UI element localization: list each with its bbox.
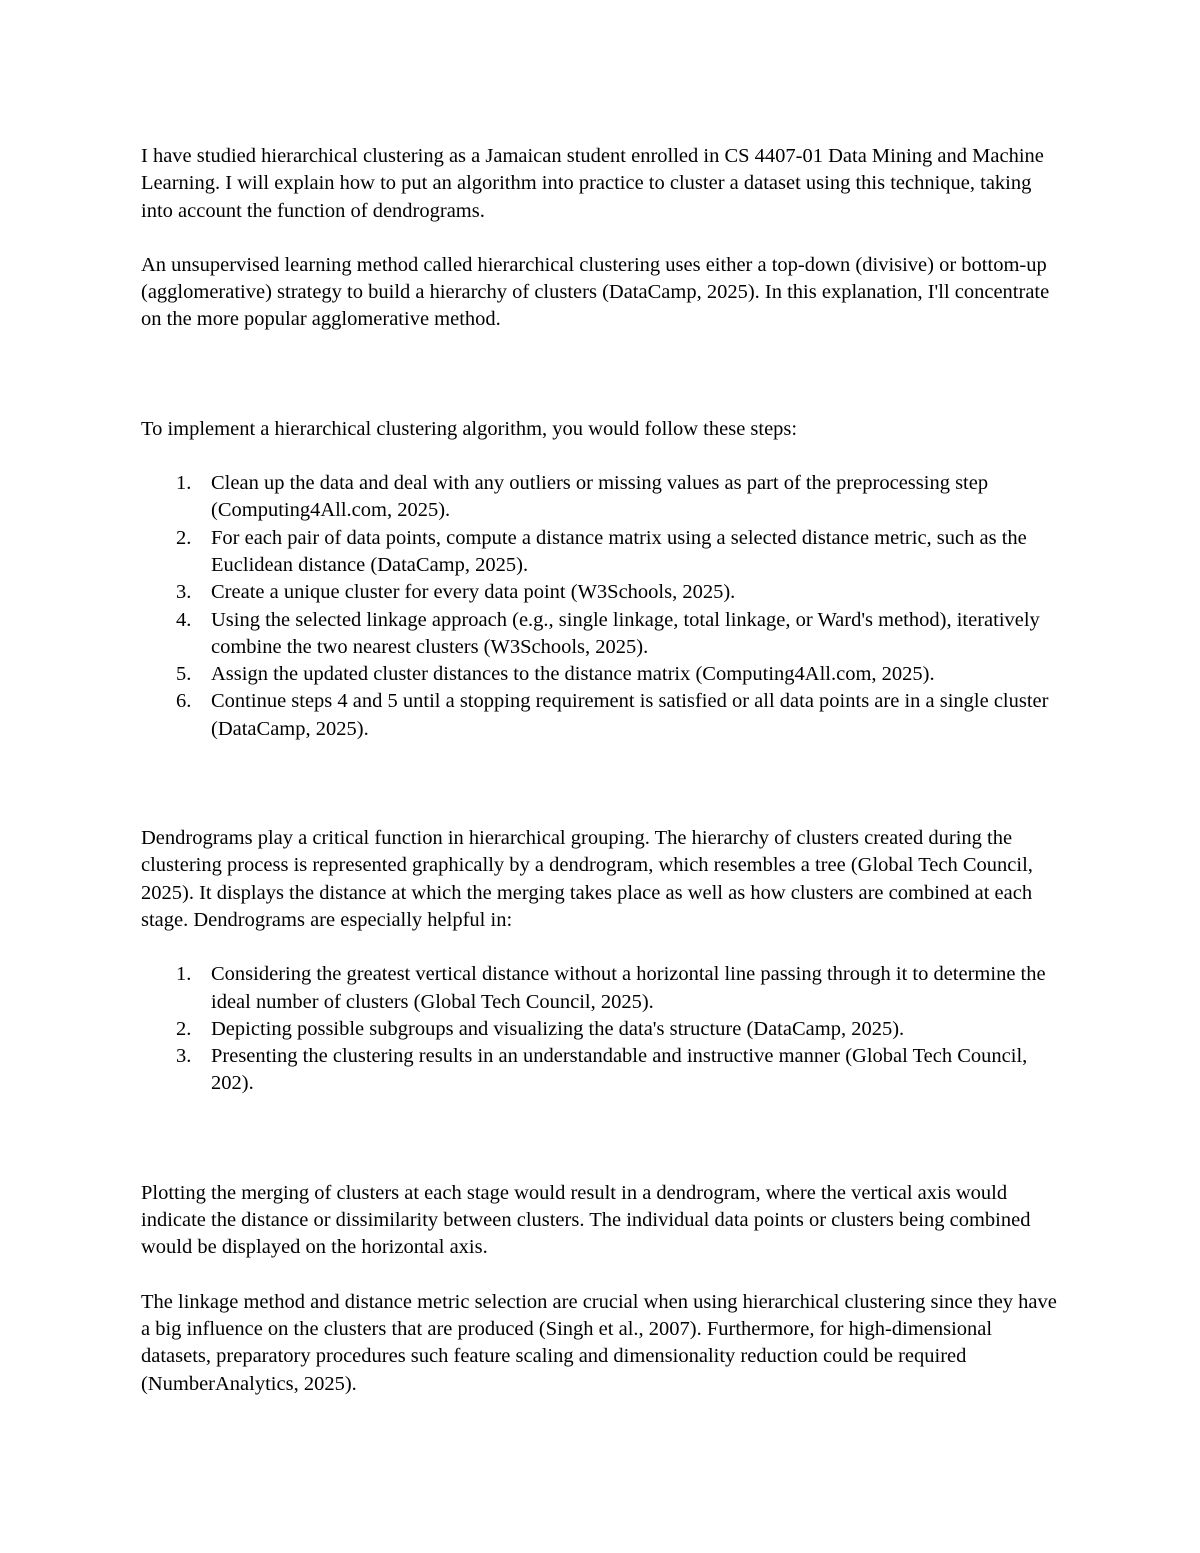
spacer — [141, 934, 1061, 961]
spacer — [141, 1098, 1061, 1180]
conclusion-paragraph: The linkage method and distance metric selection are crucial when using hierarchical clustering since they have a big influence on the clusters that are produced (Singh et al., 2007). Furthermore, for high-dimensional datasets, preparatory procedures such feature scaling and dimensionality reduction could be required (NumberAnalytics, 2025). — [141, 1290, 1057, 1395]
list-item-text: Create a unique cluster for every data point (W3Schools, 2025). — [211, 581, 736, 604]
steps-list — [141, 470, 1061, 743]
list-number: 5. — [176, 663, 192, 686]
list-item — [141, 579, 1061, 606]
list-item-text: Depicting possible subgroups and visualizing the data's structure (DataCamp, 2025). — [211, 1017, 905, 1040]
list-item — [141, 961, 1061, 1016]
list-item — [141, 1016, 1061, 1043]
list-item-text: For each pair of data points, compute a distance matrix using a selected distance metric, such as the Euclidean distance (DataCamp, 2025). — [211, 526, 1027, 576]
list-number: 2. — [176, 526, 192, 549]
list-item-text: Considering the greatest vertical distance without a horizontal line passing through it to determine the ideal number of clusters (Global Tech Council, 2025). — [211, 963, 1046, 1013]
steps-intro-paragraph: To implement a hierarchical clustering algorithm, you would follow these steps: — [141, 417, 798, 440]
list-number: 1. — [176, 472, 192, 495]
list-item — [141, 688, 1061, 743]
list-item — [141, 525, 1061, 580]
list-item — [141, 661, 1061, 688]
list-item-text: Presenting the clustering results in an understandable and instructive manner (Global Tech Council, 202). — [211, 1045, 1028, 1095]
list-item — [141, 607, 1061, 662]
spacer — [141, 743, 1061, 825]
spacer — [141, 443, 1061, 470]
definition-paragraph: An unsupervised learning method called hierarchical clustering uses either a top-down (divisive) or bottom-up (agglomerative) strategy to build a hierarchy of clusters (DataCamp, 2025). In this explanation, I'll concentrate on the more popular agglomerative method. — [141, 253, 1050, 331]
dendrogram-paragraph: Dendrograms play a critical function in hierarchical grouping. The hierarchy of clusters created during the clustering process is represented graphically by a dendrogram, which resembles a tree (Global Tech Council, 2025). It displays the distance at which the merging takes place as well as how clusters are combined at each stage. Dendrograms are especially helpful in: — [141, 827, 1033, 931]
list-item — [141, 470, 1061, 525]
list-number: 6. — [176, 690, 192, 713]
list-item-text: Assign the updated cluster distances to the distance matrix (Computing4All.com, 2025). — [211, 663, 935, 686]
list-item-text: Clean up the data and deal with any outliers or missing values as part of the preprocessing step (Computing4All.com, 2025). — [211, 472, 989, 522]
list-number: 3. — [176, 581, 192, 604]
document-page — [141, 143, 1061, 1398]
list-number: 4. — [176, 608, 192, 631]
list-number: 1. — [176, 963, 192, 986]
spacer — [141, 334, 1061, 416]
list-number: 2. — [176, 1017, 192, 1040]
list-number: 3. — [176, 1045, 192, 1068]
spacer — [141, 1262, 1061, 1289]
list-item-text: Using the selected linkage approach (e.g., single linkage, total linkage, or Ward's method), iteratively combine the two nearest clusters (W3Schools, 2025). — [211, 608, 1040, 658]
plotting-paragraph: Plotting the merging of clusters at each stage would result in a dendrogram, where the vertical axis would indicate the distance or dissimilarity between clusters. The individual data points or clusters being combined would be displayed on the horizontal axis. — [141, 1181, 1031, 1259]
intro-paragraph: I have studied hierarchical clustering as a Jamaican student enrolled in CS 4407-01 Data Mining and Machine Learning. I will explain how to put an algorithm into practice to cluster a dataset using this technique, taking into account the function of dendrograms. — [141, 145, 1044, 222]
spacer — [141, 225, 1061, 252]
list-item-text: Continue steps 4 and 5 until a stopping requirement is satisfied or all data points are in a single cluster (DataCamp, 2025). — [211, 690, 1049, 740]
list-item — [141, 1043, 1061, 1098]
dendrogram-uses-list — [141, 961, 1061, 1097]
